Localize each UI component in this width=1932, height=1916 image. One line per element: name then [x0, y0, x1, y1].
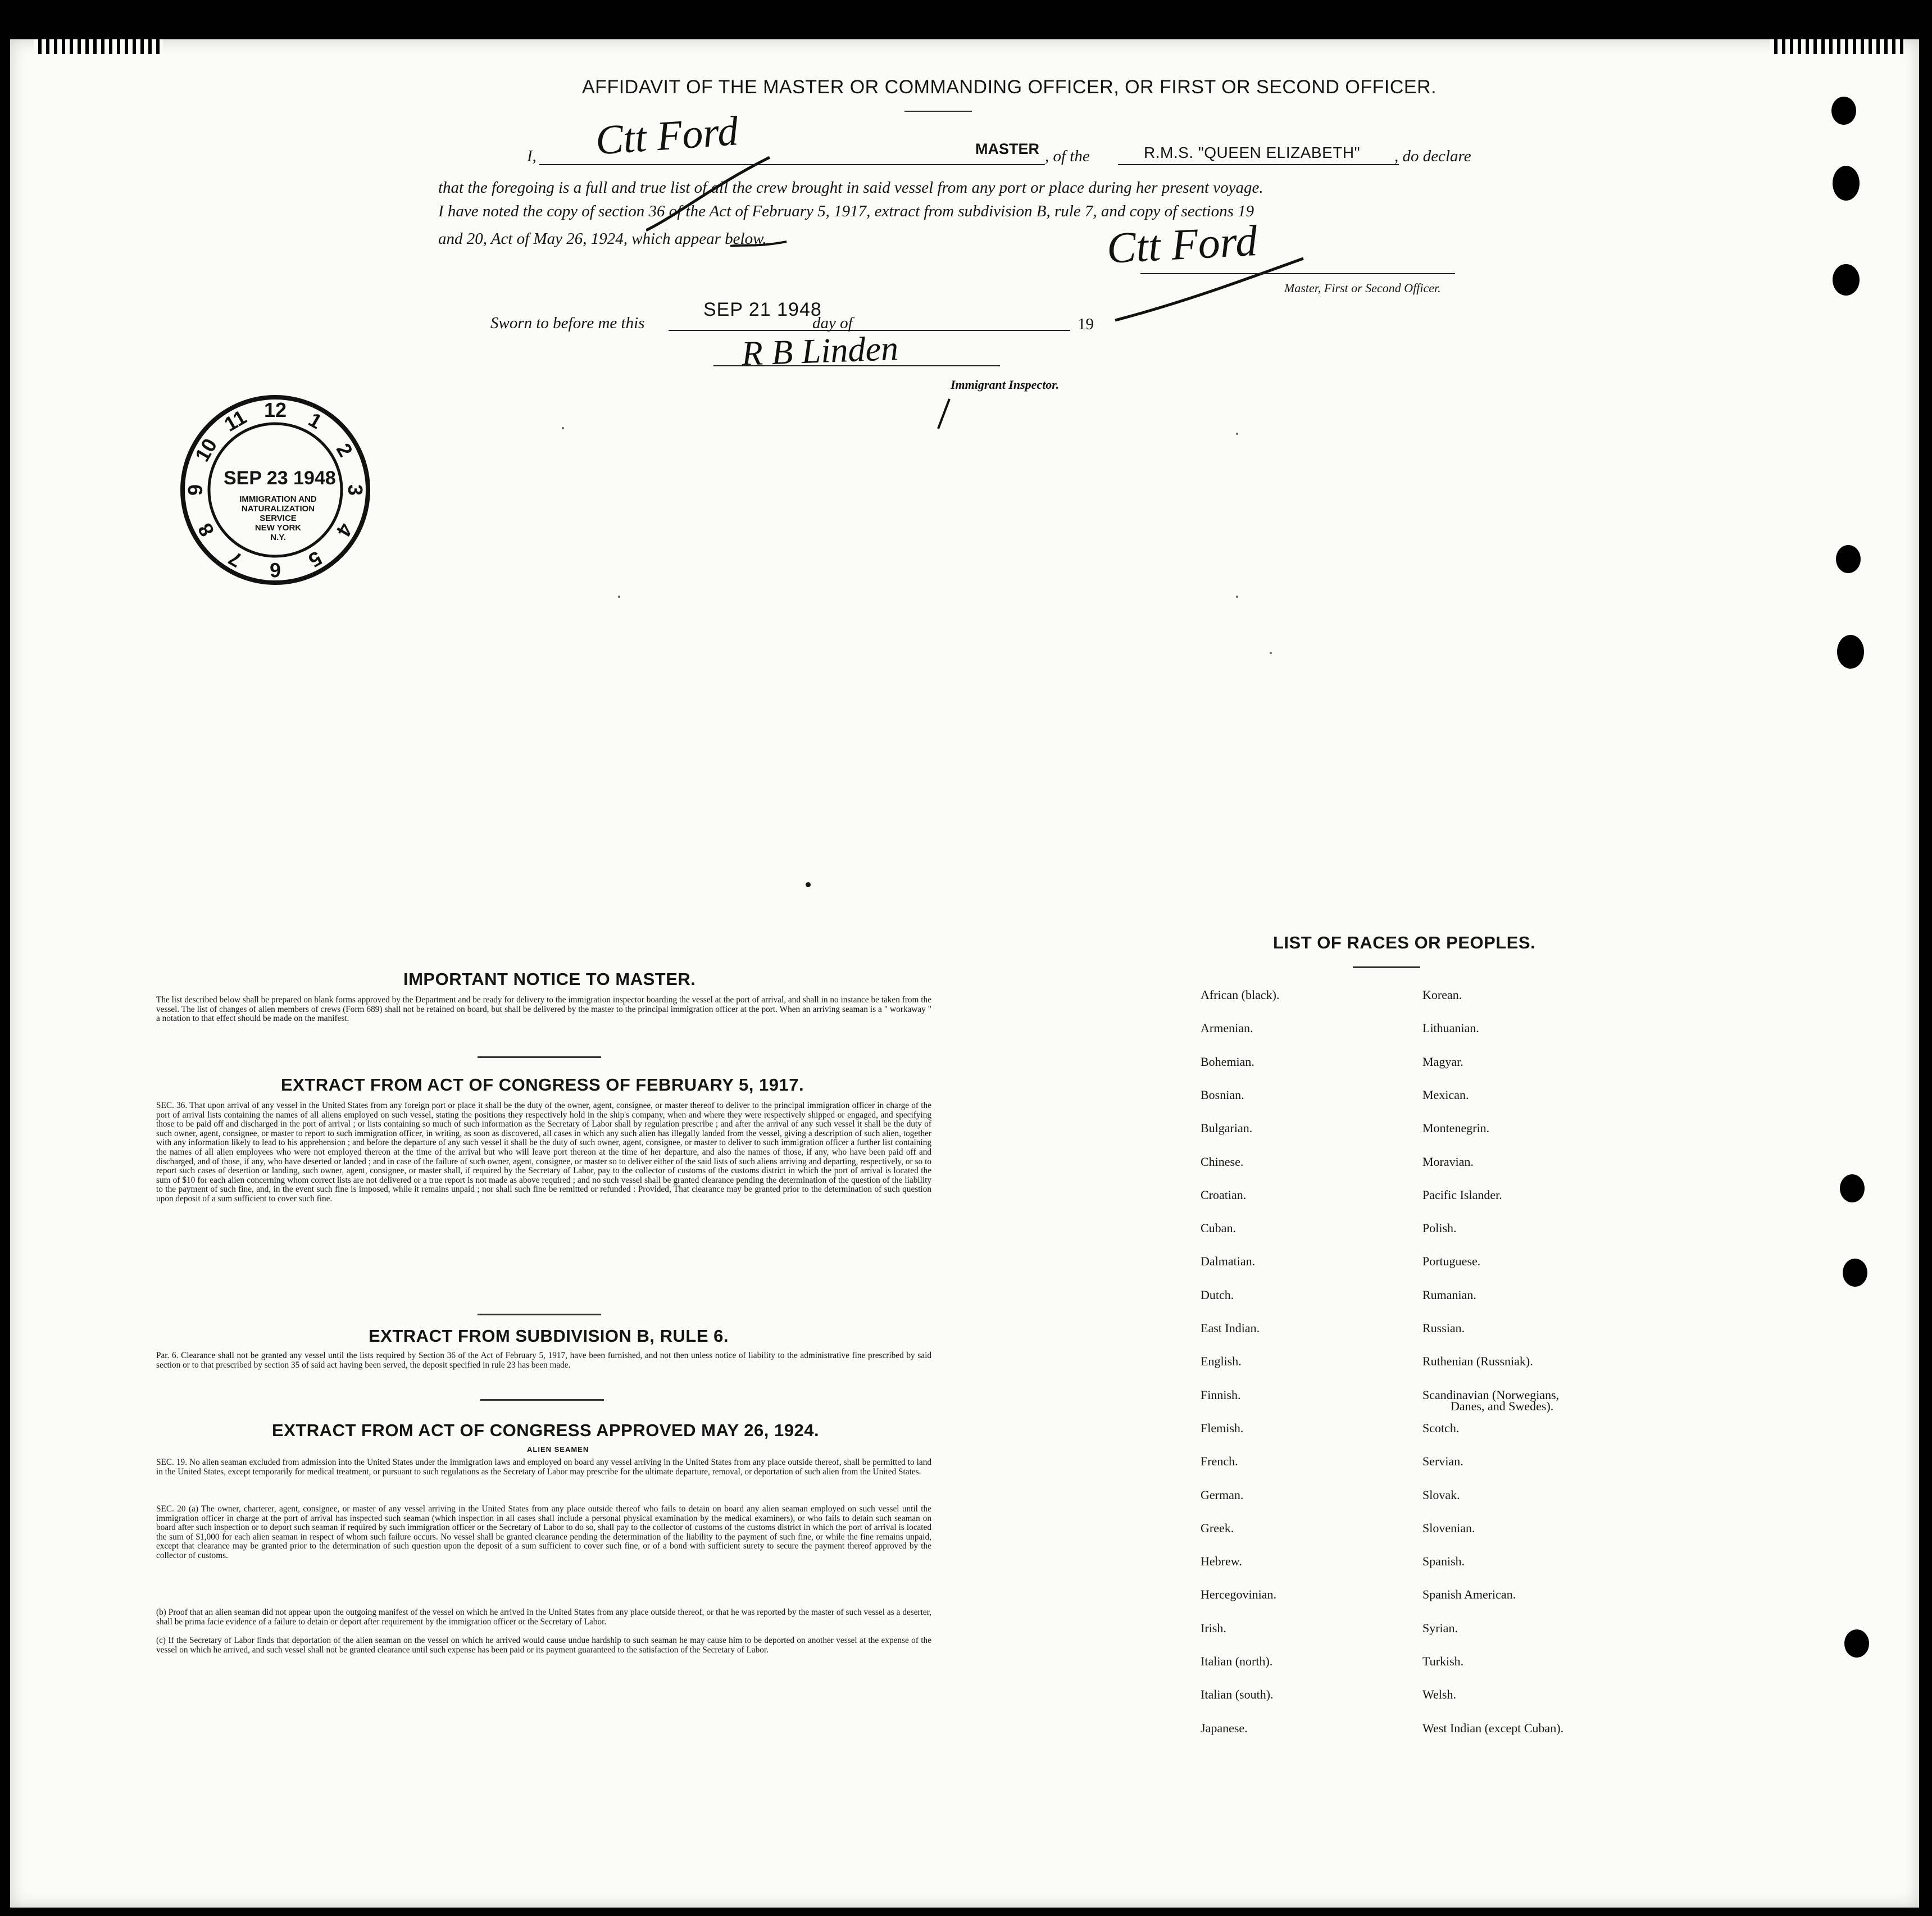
- race-item: Montenegrin.: [1422, 1121, 1490, 1136]
- race-item: Hebrew.: [1201, 1554, 1242, 1569]
- race-item: Russian.: [1422, 1321, 1465, 1335]
- inspector-signature-handwritten: R B Linden: [740, 329, 899, 373]
- race-item: Irish.: [1201, 1620, 1226, 1635]
- stamp-text: [230, 494, 326, 542]
- race-item: Turkish.: [1422, 1654, 1464, 1668]
- race-item: Magyar.: [1422, 1054, 1463, 1069]
- race-item: Spanish American.: [1422, 1587, 1516, 1602]
- stamp-line: N.Y.: [270, 533, 286, 542]
- race-item: Greek.: [1201, 1520, 1234, 1535]
- race-item: Bohemian.: [1201, 1054, 1254, 1069]
- stamp-line: NATURALIZATION: [241, 504, 315, 514]
- race-item: Spanish.: [1422, 1554, 1465, 1569]
- race-item: Scandinavian (Norwegians,: [1422, 1387, 1560, 1402]
- inspector-caption: Immigrant Inspector.: [951, 378, 1060, 392]
- race-item: Pacific Islander.: [1422, 1187, 1502, 1202]
- punch-hole: [1836, 545, 1861, 573]
- race-item: African (black).: [1201, 988, 1280, 1002]
- punch-hole: [1833, 264, 1860, 296]
- races-heading: LIST OF RACES OR PEOPLES.: [1273, 933, 1536, 952]
- race-item: French.: [1201, 1454, 1238, 1469]
- vessel-name-value: R.M.S. "QUEEN ELIZABETH": [1144, 144, 1361, 161]
- divider: [478, 1056, 601, 1058]
- immigration-service-stamp: [179, 393, 372, 587]
- race-item: Bosnian.: [1201, 1087, 1244, 1102]
- race-item: Ruthenian (Russniak).: [1422, 1354, 1533, 1369]
- stamp-ring-number: 1: [304, 407, 326, 434]
- sworn-label: Sworn to before me this: [490, 314, 645, 332]
- extract-rule-text: Par. 6. Clearance shall not be granted any vessel until the lists required by Section 36 of the Act of February 5, 1917, have been furnished, and not then unless notice of liability to the administrative fine prescribed by said section or to that prescribed by section 35 of said act having been served, the deposit specified in rule 23 has been made.: [156, 1351, 931, 1370]
- race-item-continuation: Danes, and Swedes).: [1451, 1399, 1554, 1413]
- race-item: Japanese.: [1201, 1720, 1248, 1735]
- stamp-ring-number: 5: [304, 546, 326, 573]
- extract-1924-sec20b: (b) Proof that an alien seaman did not appear upon the outgoing manifest of the vessel on which he arrived in the United States from any place outside thereof, or that he was reported by the master of such vessel as a deserter, shall be prima facie evidence of a failure to detain or deport after requirement by the immigration officer or the Secretary of Labor.: [156, 1608, 931, 1627]
- notice-heading: IMPORTANT NOTICE TO MASTER.: [403, 969, 696, 989]
- signature-line: [1140, 273, 1455, 274]
- do-declare-label: , do declare: [1394, 147, 1471, 165]
- race-item: Dutch.: [1201, 1287, 1234, 1302]
- divider: [478, 1314, 601, 1315]
- race-item: Slovenian.: [1422, 1520, 1475, 1535]
- mark: [562, 427, 564, 429]
- race-item: East Indian.: [1201, 1321, 1260, 1335]
- stamp-line: SERVICE: [260, 514, 297, 523]
- divider: [904, 111, 972, 112]
- mark: [1236, 596, 1238, 598]
- punch-hole: [1844, 1629, 1869, 1658]
- mark: [806, 882, 811, 887]
- race-item: West Indian (except Cuban).: [1422, 1720, 1564, 1735]
- race-item: English.: [1201, 1354, 1242, 1369]
- punch-hole: [1840, 1174, 1865, 1202]
- race-item: Servian.: [1422, 1454, 1463, 1469]
- mark: [1236, 433, 1238, 435]
- affidavit-i-label: I,: [527, 147, 537, 165]
- master-signature-handwritten: Ctt Ford: [594, 108, 740, 164]
- vessel-blank-line: [1118, 164, 1399, 165]
- stamp-ring-number: 3: [344, 484, 367, 496]
- extract-1917-text: SEC. 36. That upon arrival of any vessel in the United States from any foreign port or place it shall be the duty of the owner, agent, consignee, or master thereof to deliver to the principal immigration officer in charge of the port of arrival lists containing the names of all aliens employed on such vessel, stating the positions they respectively hold in the ship's company, when and where they were respectively shipped or engaged, and specifying those to be paid off and discharged in the port of arrival ; or lists containing so much of such information as the Secretary of Labor shall by regulation prescribe ; and after the arrival of any such vessel it shall be the duty of such owner, agent, consignee, or master to report to such immigration officer, in writing, as soon as discovered, all cases in which any such alien has illegally landed from the vessel, giving a description of such alien, together with any information likely to lead to his apprehension ; and before the departure of any such vessel it shall be the duty of such owner, agent, consignee, or master to deliver to such immigration officer a further list containing the names of all alien employees who were not employed thereon at the time of the arrival but who will leave port thereon at the time of her departure, and also the names of those, if any, who have been paid off and discharged, and of those, if any, who have deserted or landed ; and in case of the failure of such owner, agent, consignee, or master so to deliver either of the said lists of such aliens arriving and departing, respectively, or so to report such cases of desertion or landing, such owner, agent, consignee, or master shall, if required by the Secretary of Labor, pay to the collector of customs of the customs district in which the port of arrival is located the sum of $10 for each alien concerning whom correct lists are not delivered or a true report is not made as above required ; and no such vessel shall be granted clearance pending the determination of the question of the liability to the payment of such fine, and, in the event such fine is imposed, while it remains unpaid ; nor shall such fine be remitted or refunded : Provided, That clearance may be granted prior to the determination of such question upon deposit of a sum sufficient to cover such fine.: [156, 1101, 931, 1204]
- inspector-signature-line: [713, 365, 1000, 366]
- extract-1924-sec20a: SEC. 20 (a) The owner, charterer, agent, consignee, or master of any vessel arriving in the United States from any place outside thereof who fails to detain on board any alien seaman employed on such vessel until the immigration officer in charge at the port of arrival has inspected such seaman (which inspection in all cases shall include a personal physical examination by the medical examiners), or who fails to detain such seaman on board after such inspection or to deport such seaman if required by such immigration officer or the Secretary of Labor to do so, shall pay to the collector of customs of the customs district in which the port of arrival is located the sum of $1,000 for each alien seaman in respect of whom such failure occurs. No vessel shall be granted clearance pending the determination of the liability to the payment of such fine, or while the fine remains unpaid, except that clearance may be granted prior to the determination of such question upon the deposit of a sum sufficient to cover such fine, or of a bond with sufficient surety to secure the payment thereof approved by the collector of customs.: [156, 1504, 931, 1560]
- stamp-ring-number: 9: [184, 484, 207, 496]
- race-item: Korean.: [1422, 988, 1462, 1002]
- notice-text: The list described below shall be prepared on blank forms approved by the Department and be ready for delivery to the immigration inspector boarding the vessel at the port of arrival, and shall in no instance be taken from the vessel. The list of changes of alien members of crews (Form 689) shall not be retained on board, but shall be delivered by the master to the principal immigration officer at the port. When an arriving seaman is a " workaway " a notation to that effect should be made on the manifest.: [156, 995, 931, 1024]
- extract-1924-sec19: SEC. 19. No alien seaman excluded from admission into the United States under the immigration laws and employed on board any vessel arriving in the United States from any place outside thereof, shall be permitted to land in the United States, except temporarily for medical treatment, or pursuant to such regulations as the Secretary of Labor may prescribe for the ultimate departure, removal, or deportation of such alien from the United States.: [156, 1458, 931, 1477]
- punch-hole: [1833, 166, 1860, 201]
- race-item: Portuguese.: [1422, 1254, 1481, 1269]
- divider: [1353, 966, 1420, 968]
- race-item: Hercegovinian.: [1201, 1587, 1276, 1602]
- race-item: Dalmatian.: [1201, 1254, 1256, 1269]
- race-item: Rumanian.: [1422, 1287, 1476, 1302]
- stamp-ring-number: 8: [193, 519, 219, 541]
- race-item: Syrian.: [1422, 1620, 1458, 1635]
- year-prefix: 19: [1078, 315, 1094, 333]
- race-item: Moravian.: [1422, 1154, 1474, 1169]
- of-the-label: , of the: [1045, 147, 1090, 165]
- race-item: German.: [1201, 1487, 1244, 1502]
- stamp-ring-number: 10: [190, 434, 222, 466]
- divider: [480, 1399, 604, 1401]
- check-mark: [933, 396, 955, 430]
- extract-rule-heading: EXTRACT FROM SUBDIVISION B, RULE 6.: [369, 1326, 729, 1346]
- affidavit-line-4: and 20, Act of May 26, 1924, which appear below.: [438, 230, 767, 248]
- race-item: Bulgarian.: [1201, 1121, 1253, 1136]
- stamp-ring-number: 4: [331, 519, 358, 541]
- extract-1924-heading: EXTRACT FROM ACT OF CONGRESS APPROVED MAY 26, 1924.: [272, 1420, 820, 1440]
- race-item: Welsh.: [1422, 1687, 1456, 1702]
- race-item: Slovak.: [1422, 1487, 1460, 1502]
- stamp-ring-number: 7: [224, 546, 246, 573]
- stamp-ring-number: 6: [269, 559, 281, 582]
- perforated-edge-right: [1770, 39, 1904, 54]
- race-item: Italian (south).: [1201, 1687, 1274, 1702]
- race-item: Cuban.: [1201, 1221, 1236, 1236]
- document-page: [10, 39, 1919, 1908]
- stamp-ring-number: 12: [263, 398, 287, 421]
- race-item: Mexican.: [1422, 1087, 1469, 1102]
- officer-signature-handwritten: Ctt Ford: [1105, 216, 1259, 273]
- race-item: Polish.: [1422, 1221, 1457, 1236]
- stamp-ring: [179, 393, 372, 587]
- rank-value: MASTER: [975, 140, 1039, 157]
- signature-caption: Master, First or Second Officer.: [1284, 281, 1441, 295]
- affidavit-line-3: I have noted the copy of section 36 of the Act of February 5, 1917, extract from subdivision B, rule 7, and copy of sections 19: [438, 202, 1254, 220]
- extract-1917-heading: EXTRACT FROM ACT OF CONGRESS OF FEBRUARY 5, 1917.: [281, 1075, 804, 1095]
- day-of-label: day of: [812, 314, 853, 332]
- stamp-line: IMMIGRATION AND: [239, 494, 317, 504]
- affidavit-line-2: that the foregoing is a full and true list of all the crew brought in said vessel from any port or place during her present voyage.: [438, 179, 1263, 197]
- extract-1924-subheading: ALIEN SEAMEN: [527, 1445, 589, 1454]
- race-item: Armenian.: [1201, 1021, 1253, 1036]
- stamp-line: NEW YORK: [254, 523, 302, 533]
- perforated-edge-left: [34, 39, 163, 54]
- race-item: Italian (north).: [1201, 1654, 1273, 1668]
- mark: [1270, 652, 1272, 654]
- affidavit-title: AFFIDAVIT OF THE MASTER OR COMMANDING OFFICER, OR FIRST OR SECOND OFFICER.: [582, 76, 1437, 98]
- race-item: Scotch.: [1422, 1420, 1460, 1435]
- punch-hole: [1831, 97, 1856, 125]
- race-item: Lithuanian.: [1422, 1021, 1479, 1036]
- punch-hole: [1843, 1259, 1867, 1287]
- punch-hole: [1837, 635, 1864, 669]
- stamp-ring-number: 2: [331, 439, 358, 461]
- stamp-ring-number: 11: [220, 405, 251, 436]
- race-item: Finnish.: [1201, 1387, 1241, 1402]
- pen-strokes: [646, 146, 803, 253]
- race-item: Croatian.: [1201, 1187, 1247, 1202]
- sworn-date-stamp: SEP 21 1948: [703, 299, 822, 320]
- stamp-date: SEP 23 1948: [224, 467, 336, 489]
- extract-1924-sec20c: (c) If the Secretary of Labor finds that deportation of the alien seaman on the vessel on which he arrived would cause undue hardship to such seaman he may cause him to be deported on another vessel at the expense of the vessel on which he arrived, and such vessel shall not be granted clearance until such expense has been paid or its payment guaranteed to the satisfaction of the Secretary of Labor.: [156, 1636, 931, 1655]
- mark: [618, 596, 620, 598]
- race-item: Flemish.: [1201, 1420, 1244, 1435]
- race-item: Chinese.: [1201, 1154, 1244, 1169]
